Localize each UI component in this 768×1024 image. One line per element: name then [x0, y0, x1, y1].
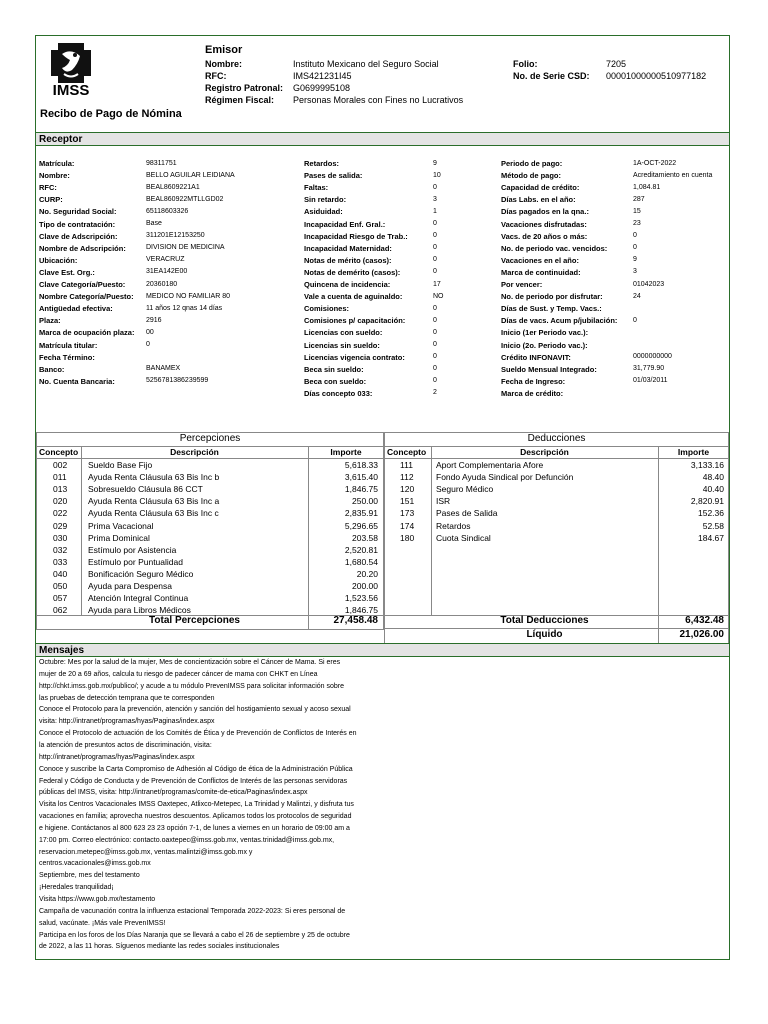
perc-importe: 1,523.56: [344, 593, 378, 604]
perc-descripcion: Ayuda Renta Cláusula 63 Bis Inc c: [88, 508, 219, 519]
serie-label: No. de Serie CSD:: [513, 71, 590, 81]
receptor-field-value: BANAMEX: [146, 365, 181, 373]
receptor-field-label: Licencias vigencia contrato:: [304, 352, 405, 362]
receptor-field-label: Fecha de Ingreso:: [501, 376, 566, 386]
ded-importe: 3,133.16: [690, 460, 724, 470]
receptor-field-label: Notas de mérito (casos):: [304, 255, 392, 265]
perc-descripcion: Prima Dominical: [88, 532, 150, 543]
liquido-label: Líquido: [526, 629, 563, 640]
perc-importe: 20.20: [356, 568, 378, 579]
registro-label: Registro Patronal:: [205, 83, 284, 93]
logo-text: IMSS: [52, 82, 90, 99]
receptor-field-label: Comisiones:: [304, 304, 350, 314]
perc-descripcion: Ayuda Renta Cláusula 63 Bis Inc b: [88, 472, 220, 483]
perc-descripcion: Ayuda Renta Cláusula 63 Bis Inc a: [88, 496, 220, 507]
total-percepciones-label: Total Percepciones: [149, 615, 240, 626]
receptor-field-label: Nombre:: [39, 171, 70, 181]
ded-concepto: 151: [400, 496, 415, 507]
receptor-field-value: 0: [433, 328, 437, 336]
percepciones-title: Percepciones: [179, 433, 241, 444]
receptor-field-label: Quincena de incidencia:: [304, 280, 391, 289]
receptor-field-value: 17: [433, 280, 441, 288]
receptor-field-value: 0: [633, 316, 637, 324]
ded-descripcion: Cuota Sindical: [436, 532, 491, 543]
receptor-field-label: Antigüedad efectiva:: [39, 304, 113, 314]
receptor-field-label: Licencias sin sueldo:: [304, 340, 380, 350]
receptor-field-label: Licencias con sueldo:: [304, 328, 383, 338]
receptor-field-label: CURP:: [39, 195, 63, 205]
receptor-field-value: BELLO AGUILAR LEIDIANA: [146, 171, 235, 179]
receptor-field-label: Asiduidad:: [304, 207, 343, 217]
receptor-field-value: 65118603326: [146, 207, 189, 215]
receptor-field-value: 0: [433, 183, 437, 191]
receptor-field-label: Faltas:: [304, 183, 329, 193]
receptor-field-label: Nombre de Adscripción:: [39, 243, 126, 253]
receptor-field-value: 2916: [146, 316, 162, 324]
mensaje-line: vacaciones en familia; aprovecha nuestros descuentos. Aplicamos todos los protocolos de seguridad: [39, 813, 352, 821]
receptor-field-label: Pases de salida:: [304, 171, 363, 181]
ded-importe: 52.58: [702, 520, 724, 531]
receptor-field-value: 31,779.90: [633, 365, 665, 373]
mensaje-line: Octubre: Mes por la salud de la mujer, Mes de concientización sobre el Cáncer de Mama. Si eres: [39, 659, 341, 666]
receptor-field-value: 287: [633, 195, 645, 203]
mensaje-line: Visita los Centros Vacacionales IMSS Oaxtepec, Atlixco-Metepec, La Trinidad y Malintzi, y disfruta tus: [39, 801, 354, 809]
receptor-field-value: 5256781386239599: [146, 377, 209, 385]
folio-value: 7205: [606, 59, 627, 69]
receptor-field-value: MEDICO NO FAMILIAR 80: [146, 292, 231, 300]
perc-concepto: 020: [53, 496, 68, 507]
ded-descripcion: Fondo Ayuda Sindical por Defunción: [436, 472, 574, 483]
receptor-field-value: BEAL860922MTLLGD02: [146, 195, 224, 203]
receptor-field-label: No. de periodo por disfrutar:: [501, 292, 603, 302]
receptor-field-value: 0: [433, 304, 437, 312]
perc-concepto: 032: [53, 544, 68, 555]
mensaje-line: públicas del IMSS, visita: http://intranet/programas/comite-de-etica/Paginas/index.aspx: [39, 789, 308, 797]
mensaje-line: Septiembre, mes del testamento: [39, 872, 140, 880]
perc-descripcion: Atención Integral Continua: [88, 593, 189, 604]
receptor-field-value: 31EA142E00: [146, 268, 188, 276]
emisor-rfc: IMS421231I45: [293, 71, 352, 81]
ded-descripcion: ISR: [436, 496, 451, 507]
perc-descripcion: Ayuda para Libros Médicos: [88, 605, 191, 616]
receptor-field-value: 0: [433, 316, 437, 324]
receptor-field-label: Incapacidad Riesgo de Trab.:: [304, 231, 408, 241]
ded-concepto: 120: [400, 484, 415, 495]
receptor-field-label: Días de vacs. Acum p/jubilación:: [501, 316, 618, 326]
receptor-field-value: 311201E12153250: [146, 232, 205, 240]
perc-concepto: 022: [53, 508, 68, 519]
receptor-field-value: 0: [433, 377, 437, 385]
serie-value: 00001000000510977182: [606, 71, 707, 81]
perc-importe: 3,615.40: [344, 472, 378, 483]
emisor-nombre: Instituto Mexicano del Seguro Social: [293, 59, 439, 69]
receptor-field-value: Acreditamiento en cuenta: [633, 171, 713, 179]
receptor-field-value: 15: [633, 207, 641, 215]
ded-importe: 2,820.91: [690, 496, 724, 507]
receptor-field-label: Vacaciones disfrutadas:: [501, 219, 587, 229]
mensaje-line: 17:00 pm. Correo electrónico: contacto.oaxtepec@imss.gob.mx, ventas.trinidad@imss.gob.mx,: [39, 836, 335, 844]
receptor-field-label: Comisiones p/ capacitación:: [304, 316, 406, 326]
perc-importe: 2,520.81: [344, 544, 378, 555]
perc-importe: 2,835.91: [344, 508, 378, 519]
receptor-section-bar: Receptor: [36, 132, 729, 146]
receptor-field-label: Vale a cuenta de aguinaldo:: [304, 292, 403, 302]
receptor-field-label: Matrícula titular:: [39, 340, 98, 350]
perc-descripcion: Prima Vacacional: [88, 520, 154, 531]
receptor-field-value: 1,084.81: [633, 183, 661, 191]
receptor-field-value: 24: [633, 292, 641, 300]
ded-descripcion: Pases de Salida: [436, 508, 498, 519]
receptor-field-value: 9: [633, 256, 637, 264]
perc-concepto: 013: [53, 484, 68, 495]
receptor-field-label: No. Cuenta Bancaria:: [39, 376, 115, 386]
receptor-field-label: No. de periodo vac. vencidos:: [501, 243, 608, 253]
receptor-field-label: Clave Est. Org.:: [39, 267, 95, 277]
receptor-field-value: 0: [146, 341, 150, 348]
receptor-field-value: 0: [433, 341, 437, 348]
receptor-field-value: 10: [433, 171, 441, 179]
receptor-field-value: Base: [146, 220, 162, 227]
table-rule: [36, 458, 729, 459]
receptor-field-label: Capacidad de crédito:: [501, 183, 580, 193]
perc-concepto: 029: [53, 520, 68, 531]
receptor-field-label: Marca de crédito:: [501, 388, 564, 398]
emisor-title: Emisor: [205, 44, 243, 56]
receptor-field-value: 0000000000: [633, 353, 672, 361]
mensaje-line: e higiene. Contáctanos al 800 623 23 23 opción 7-1, de lunes a viernes en un horario de 09:00 am a: [39, 824, 350, 832]
mensaje-line: ¡Heredales tranquilidad¡: [39, 884, 114, 892]
total-deducciones: 6,432.48: [685, 615, 724, 626]
receptor-field-value: BEAL8609221A1: [146, 183, 200, 191]
receptor-field-label: Días pagados en la qna.:: [501, 207, 589, 217]
receptor-field-value: VERACRUZ: [146, 256, 185, 264]
receptor-field-label: Vacaciones en el año:: [501, 255, 579, 265]
receptor-field-label: No. Seguridad Social:: [39, 207, 117, 217]
receptor-field-value: 98311751: [146, 159, 177, 167]
mensaje-line: mujer de 20 a 69 años, calcula tu riesgo de padecer cáncer de mama con CHKT en Línea: [39, 670, 318, 678]
ded-concepto: 112: [400, 472, 414, 483]
mensaje-line: la atención de presuntos actos de discriminación, visita:: [39, 741, 212, 749]
receptor-field-value: 0: [433, 256, 437, 264]
regimen-label: Régimen Fiscal:: [205, 95, 275, 105]
perc-concepto: 050: [53, 581, 68, 591]
receptor-field-value: 0: [433, 365, 437, 373]
mensaje-line: http://intranet/programas/hyas/Paginas/index.aspx: [39, 753, 195, 761]
receptor-field-label: Crédito INFONAVIT:: [501, 352, 571, 362]
receptor-field-label: Fecha Término:: [39, 352, 95, 362]
receptor-field-label: Notas de demérito (casos):: [304, 267, 401, 277]
mensaje-line: Conoce el Protocolo de actuación de los Comités de Ética y de Prevención de Conflictos de Interés en: [39, 730, 357, 738]
perc-importe: 1,680.54: [344, 556, 378, 567]
mensaje-line: las pruebas de detección temprana que te corresponden: [39, 694, 215, 702]
receptor-field-label: Días de Sust. y Temp. Vacs.:: [501, 304, 602, 314]
receptor-field-value: 0: [433, 244, 437, 252]
folio-label: Folio:: [513, 59, 538, 69]
mensaje-line: de 2022, a las 11 horas. Síguenos mediante las redes sociales institucionales: [39, 943, 280, 951]
receptor-field-label: Nombre Categoría/Puesto:: [39, 292, 134, 302]
mensaje-line: Campaña de vacunación contra la influenza estacional Temporada 2022-2023: Si eres personal de: [39, 907, 346, 915]
perc-importe: 5,296.65: [344, 520, 378, 531]
perc-descripcion: Estímulo por Puntualidad: [88, 556, 183, 567]
receptor-field-value: NO: [433, 292, 444, 300]
receptor-field-value: 2: [433, 389, 437, 397]
mensajes-section-bar: Mensajes: [36, 643, 729, 657]
receptor-field-label: Días concepto 033:: [304, 388, 373, 398]
receptor-field-label: Días Labs. en el año:: [501, 195, 576, 205]
receptor-field-label: Inicio (1er Periodo vac.):: [501, 328, 589, 338]
receptor-field-label: Retardos:: [304, 159, 340, 168]
receptor-field-value: 3: [633, 268, 637, 276]
receptor-field-value: 23: [633, 220, 641, 227]
ded-concepto: 174: [400, 520, 415, 531]
receptor-field-label: Por vencer:: [501, 280, 543, 289]
perc-header-descripcion: Descripción: [170, 447, 219, 457]
receptor-field-label: Ubicación:: [39, 255, 78, 265]
mensaje-line: Federal y Código de Conducta y de Prevención de Conflictos de Interés de las personas servidoras: [39, 777, 348, 785]
receptor-field-label: Método de pago:: [501, 171, 561, 181]
rfc-label: RFC:: [205, 71, 227, 81]
deducciones-title: Deducciones: [527, 433, 586, 444]
receptor-field-value: 0: [633, 232, 637, 240]
receptor-field-label: RFC:: [39, 183, 57, 193]
ded-concepto: 173: [400, 508, 415, 519]
ded-descripcion: Seguro Médico: [436, 484, 494, 495]
receptor-field-label: Marca de ocupación plaza:: [39, 328, 135, 338]
receptor-field-label: Sin retardo:: [304, 195, 347, 205]
receptor-field-label: Tipo de contratación:: [39, 219, 116, 229]
liquido-total: 21,026.00: [679, 629, 724, 640]
receptor-field-value: 0: [433, 220, 437, 227]
perc-concepto: 011: [53, 472, 67, 483]
perc-importe: 1,846.75: [344, 605, 378, 616]
ded-header-concepto: Concepto: [387, 447, 427, 457]
receptor-field-value: 0: [433, 232, 437, 240]
perc-importe: 5,618.33: [344, 460, 378, 470]
receptor-field-value: 01042023: [633, 280, 665, 288]
ded-importe: 40.40: [702, 484, 724, 495]
receptor-field-label: Sueldo Mensual Integrado:: [501, 364, 597, 374]
mensaje-line: http://chkt.imss.gob.mx/publico/; y acude a tu módulo PrevenIMSS para solicitar información sobre: [39, 682, 345, 690]
emisor-registro: G0699995108: [293, 83, 351, 93]
receptor-field-value: 01/03/2011: [633, 377, 668, 385]
perc-concepto: 062: [53, 605, 68, 616]
receptor-field-label: Inicio (2o. Periodo vac.):: [501, 340, 588, 350]
receptor-field-value: 11 años 12 qnas 14 días: [146, 304, 223, 312]
perc-descripcion: Ayuda para Despensa: [88, 581, 172, 591]
perc-concepto: 030: [53, 532, 68, 543]
table-rule: [431, 446, 432, 615]
ded-importe: 184.67: [698, 532, 724, 543]
receptor-field-label: Clave Categoría/Puesto:: [39, 280, 126, 289]
receptor-field-value: 0: [633, 244, 637, 252]
receptor-field-value: 3: [433, 195, 437, 203]
ded-descripcion: Aport Complementaria Afore: [436, 460, 544, 470]
perc-descripcion: Sobresueldo Cláusula 86 CCT: [88, 484, 203, 495]
receptor-field-value: 0: [433, 268, 437, 276]
receptor-field-label: Beca con sueldo:: [304, 376, 367, 386]
perc-importe: 1,846.75: [344, 484, 378, 495]
emisor-regimen: Personas Morales con Fines no Lucrativos: [293, 95, 464, 105]
total-deducciones-label: Total Deducciones: [500, 615, 589, 626]
receptor-field-label: Clave de Adscripción:: [39, 231, 118, 241]
mensaje-line: Conoce y suscribe la Carta Compromiso de Adhesión al Código de ética de la Administración Pública: [39, 765, 353, 773]
receptor-field-label: Matrícula:: [39, 159, 75, 168]
perc-concepto: 057: [53, 593, 68, 604]
perc-concepto: 040: [53, 568, 68, 579]
receptor-field-value: 0: [433, 353, 437, 361]
mensaje-line: reservacion.metepec@imss.gob.mx, ventas.malintzi@imss.gob.mx y: [39, 848, 253, 856]
receptor-field-label: Vacs. de 20 años o más:: [501, 231, 588, 241]
ded-concepto: 111: [400, 460, 413, 470]
ded-importe: 152.36: [698, 508, 724, 519]
receptor-field-label: Incapacidad Maternidad:: [304, 243, 392, 253]
perc-descripcion: Sueldo Base Fijo: [88, 460, 153, 470]
perc-descripcion: Bonificación Seguro Médico: [88, 568, 194, 579]
mensaje-line: Visita https://www.gob.mx/testamento: [39, 896, 156, 903]
perc-importe: 250.00: [352, 496, 378, 507]
total-percepciones: 27,458.48: [333, 615, 378, 626]
receptor-field-label: Banco:: [39, 364, 65, 374]
perc-concepto: 002: [53, 460, 68, 470]
mensaje-line: centros.vacacionales@imss.gob.mx: [39, 860, 151, 868]
receptor-field-label: Beca sin sueldo:: [304, 364, 364, 374]
receptor-field-value: 9: [433, 159, 437, 167]
receptor-field-value: 20360180: [146, 280, 178, 288]
receptor-field-value: 1A-OCT-2022: [633, 159, 677, 167]
receptor-field-value: DIVISION DE MEDICINA: [146, 244, 225, 252]
receptor-field-label: Periodo de pago:: [501, 159, 563, 168]
receptor-field-value: 1: [433, 207, 437, 215]
ded-concepto: 180: [400, 532, 415, 543]
ded-header-importe: Importe: [677, 447, 710, 457]
mensaje-line: Participa en los foros de los Días Naranja que se llevará a cabo el 26 de septiembre y 25 de octubre: [39, 931, 350, 939]
mensaje-line: Conoce el Protocolo para la prevención, atención y sanción del hostigamiento sexual y acoso sexual: [39, 706, 351, 714]
imss-logo: [42, 40, 100, 102]
mensaje-line: visita: http://intranet/programas/hyas/Paginas/index.aspx: [39, 718, 215, 726]
receptor-field-label: Marca de continuidad:: [501, 267, 581, 277]
document-title: Recibo de Pago de Nómina: [40, 108, 182, 120]
table-rule: [81, 446, 82, 615]
mensaje-line: salud, vacúnate. ¡Más vale PrevenIMSS!: [39, 919, 166, 927]
ded-descripcion: Retardos: [436, 520, 471, 531]
ded-header-descripcion: Descripción: [520, 447, 569, 457]
perc-header-importe: Importe: [330, 447, 362, 457]
perc-importe: 200.00: [352, 581, 378, 591]
ded-importe: 48.40: [702, 472, 724, 483]
receptor-field-label: Plaza:: [39, 316, 61, 326]
receptor-field-label: Incapacidad Enf. Gral.:: [304, 219, 386, 229]
perc-descripcion: Estímulo por Asistencia: [88, 544, 177, 555]
perc-concepto: 033: [53, 556, 68, 567]
nombre-label: Nombre:: [205, 59, 243, 69]
receptor-field-value: 00: [146, 328, 154, 336]
perc-importe: 203.58: [352, 532, 378, 543]
perc-header-concepto: Concepto: [39, 447, 79, 457]
